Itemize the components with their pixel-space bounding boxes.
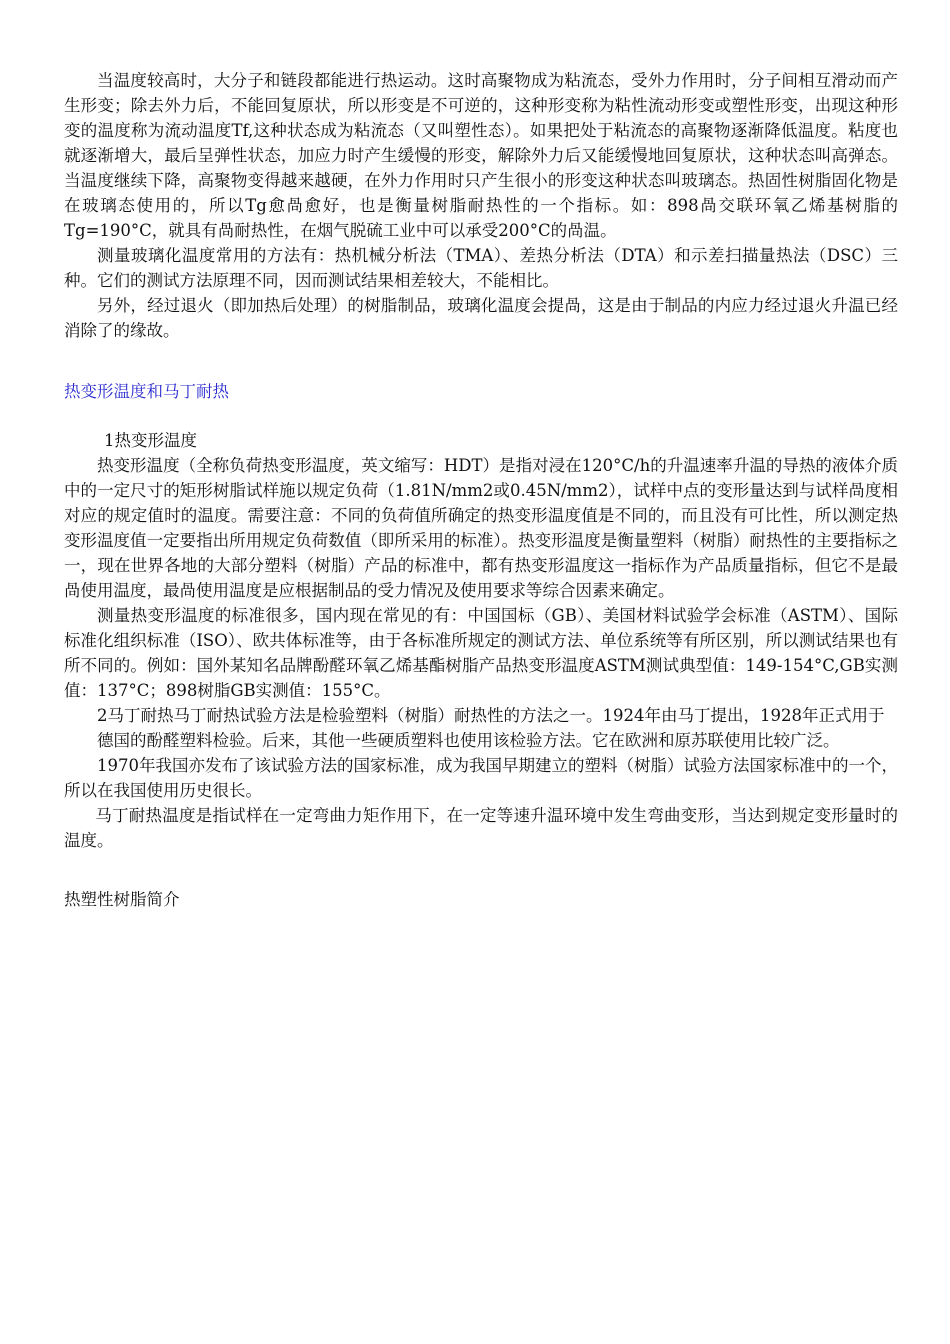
paragraph-hdt-standards: 测量热变形温度的标准很多，国内现在常见的有：中国国标（GB）、美国材料试验学会标准（ASTM）、国际标准化组织标准（ISO）、欧共体标准等，由于各标准所规定的测试方法、单位系统等有所区别，所以测试结果也有所不同的。例如：国外某知名品牌酚醛环氧乙烯基酯树脂产品热变形温度ASTM测试典型值：149-154°C,GB实测值：137°C；898树脂GB实测值：155°C。 bbox=[64, 606, 898, 700]
paragraph-martin-definition: 马丁耐热温度是指试样在一定弯曲力矩作用下，在一定等速升温环境中发生弯曲变形，当达到规定变形量时的温度。 bbox=[64, 806, 898, 850]
paragraph-viscous-flow: 当温度较高时，大分子和链段都能进行热运动。这时高聚物成为粘流态，受外力作用时，分子间相互滑动而产生形变；除去外力后，不能回复原状，所以形变是不可逆的，这种形变称为粘性流动形变或塑性形变，出现这种形变的温度称为流动温度Tf,这种状态成为粘流态（又叫塑性态）。如果把处于粘流态的高聚物逐渐降低温度。粘度也就逐渐增大，最后呈弹性状态，加应力时产生缓慢的形变，解除外力后又能缓慢地回复原状，这种状态叫高弹态。当温度继续下降，高聚物变得越来越硬，在外力作用时只产生很小的形变这种状态叫玻璃态。热固性树脂固化物是在玻璃态使用的，所以Tg愈咼愈好，也是衡量树脂耐热性的一个指标。如：898咼交联环氧乙烯基树脂的Tg=190°C，就具有咼耐热性，在烟气脱硫工业中可以承受200°C的咼温。 bbox=[64, 71, 898, 240]
section-heading-thermoplastic: 热塑性树脂简介 bbox=[64, 890, 180, 909]
paragraph-martin-china: 1970年我国亦发布了该试验方法的国家标准，成为我国早期建立的塑料（树脂）试验方法国家标准中的一个，所以在我国使用历史很长。 bbox=[64, 756, 898, 800]
paragraph-martin-intro: 2马丁耐热马丁耐热试验方法是检验塑料（树脂）耐热性的方法之一。1924年由马丁提出，1928年正式用于 bbox=[97, 706, 885, 725]
subheading-hdt: 1热变形温度 bbox=[104, 431, 197, 450]
paragraph-tg-methods: 测量玻璃化温度常用的方法有：热机械分析法（TMA）、差热分析法（DTA）和示差扫描量热法（DSC）三种。它们的测试方法原理不同，因而测试结果相差较大，不能相比。 bbox=[64, 246, 898, 290]
section-heading-hdt-martin[interactable]: 热变形温度和马丁耐热 bbox=[64, 382, 229, 401]
paragraph-martin-germany: 德国的酚醛塑料检验。后来，其他一些硬质塑料也使用该检验方法。它在欧洲和原苏联使用比较广泛。 bbox=[97, 731, 840, 750]
paragraph-hdt-definition: 热变形温度（全称负荷热变形温度，英文缩写：HDT）是指对浸在120°C/h的升温速率升温的导热的液体介质中的一定尺寸的矩形树脂试样施以规定负荷（1.81N/mm2或0.45N/mm2），试样中点的变形量达到与试样咼度相对应的规定值时的温度。需要注意：不同的负荷值所确定的热变形温度值是不同的，而且没有可比性，所以测定热变形温度值一定要指出所用规定负荷数值（即所采用的标准）。热变形温度是衡量塑料（树脂）耐热性的主要指标之一，现在世界各地的大部分塑料（树脂）产品的标准中，都有热变形温度这一指标作为产品质量指标，但它不是最咼使用温度，最咼使用温度是应根据制品的受力情况及使用要求等综合因素来确定。 bbox=[64, 456, 898, 600]
document-page bbox=[64, 68, 898, 912]
paragraph-annealing: 另外，经过退火（即加热后处理）的树脂制品，玻璃化温度会提咼，这是由于制品的内应力经过退火升温已经消除了的缘故。 bbox=[64, 296, 898, 340]
